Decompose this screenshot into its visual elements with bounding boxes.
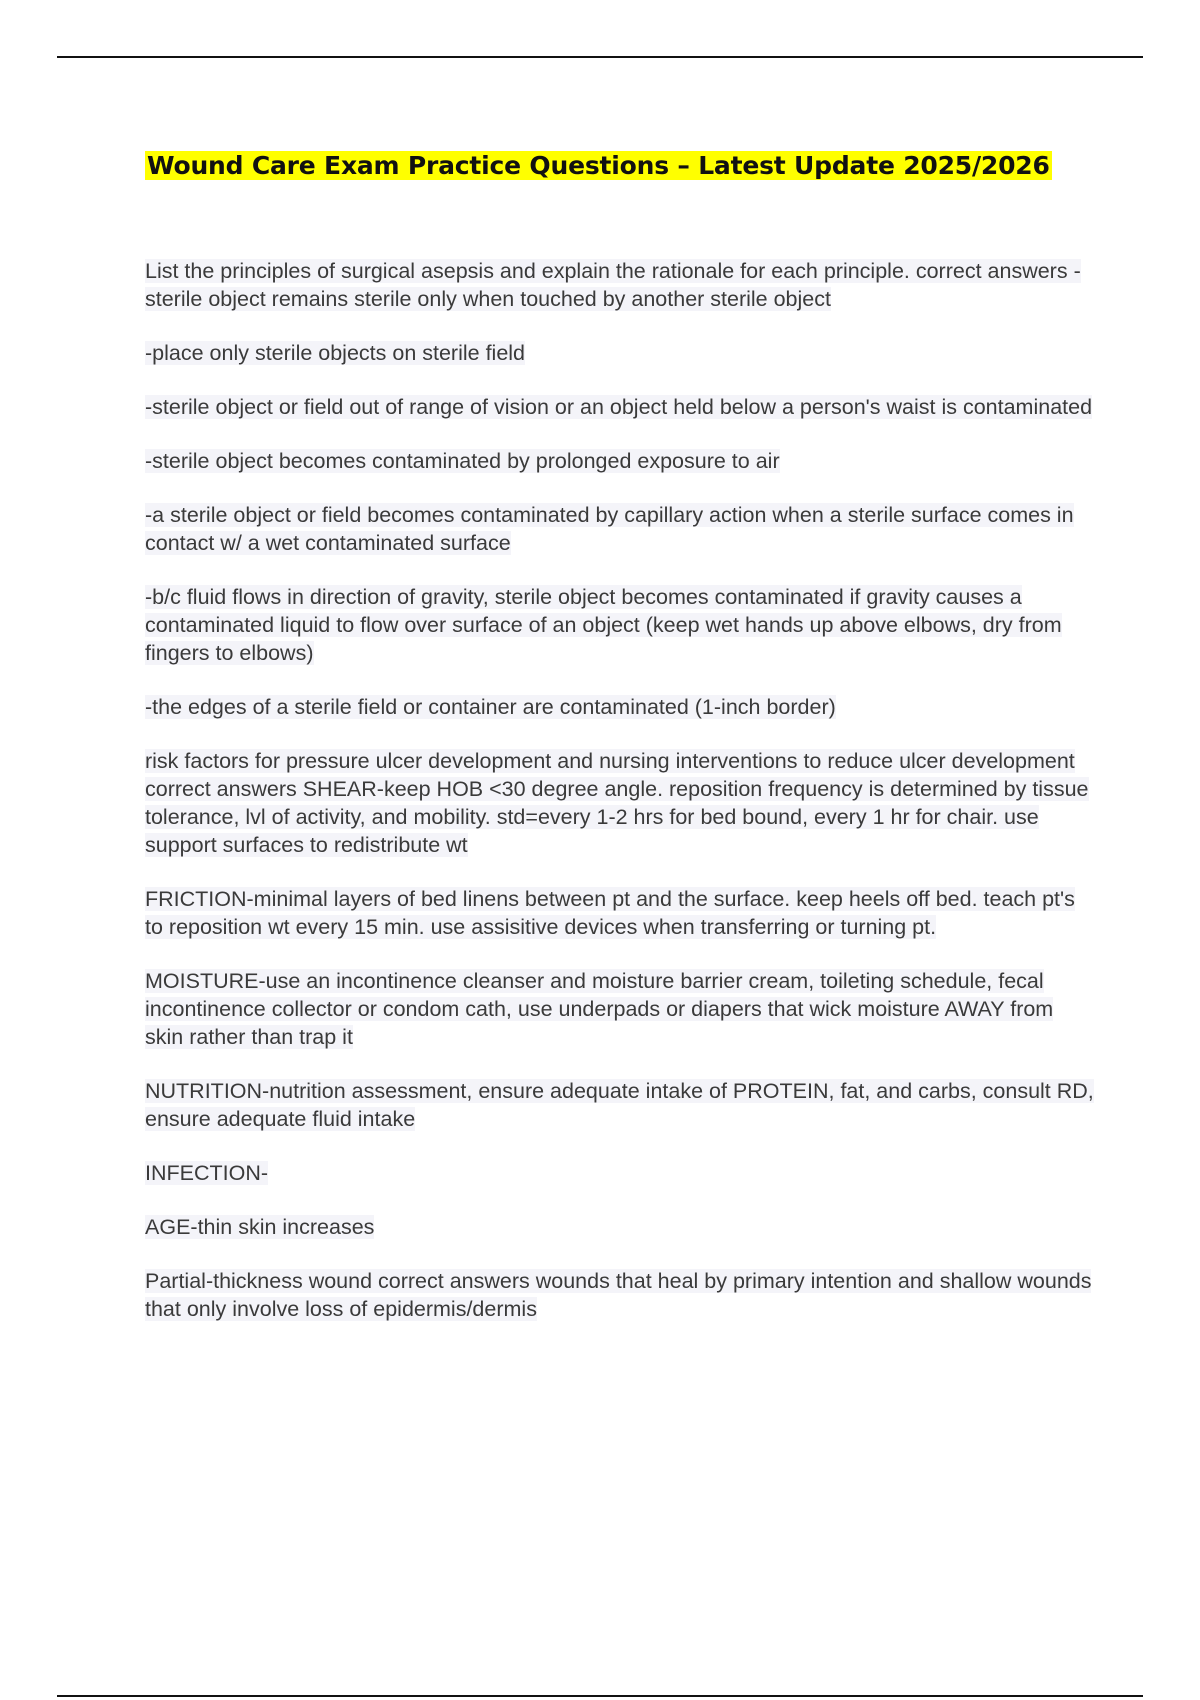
document-body — [145, 145, 1095, 1349]
paragraph-1: List the principles of surgical asepsis and explain the rationale for each principle. correct answers -sterile object remains sterile only when touched by another sterile object — [145, 259, 1081, 311]
paragraph-10: MOISTURE-use an incontinence cleanser and moisture barrier cream, toileting schedule, fecal incontinence collector or condom cath, use underpads or diapers that wick moisture AWAY from skin rather than trap it — [145, 969, 1054, 1049]
paragraph-13: AGE-thin skin increases — [145, 1215, 375, 1239]
paragraph-7: -the edges of a sterile field or container are contaminated (1-inch border) — [145, 695, 836, 719]
paragraph-3: -sterile object or field out of range of vision or an object held below a person's waist is contaminated — [145, 395, 1093, 419]
paragraph-14: Partial-thickness wound correct answers wounds that heal by primary intention and shallow wounds that only involve loss of epidermis/dermis — [145, 1269, 1092, 1321]
bottom-rule — [57, 1695, 1143, 1697]
paragraph-2: -place only sterile objects on sterile field — [145, 341, 526, 365]
document-title — [145, 145, 1095, 187]
paragraph-11: NUTRITION-nutrition assessment, ensure adequate intake of PROTEIN, fat, and carbs, consult RD, ensure adequate fluid intake — [145, 1079, 1094, 1131]
paragraph-6: -b/c fluid flows in direction of gravity, sterile object becomes contaminated if gravity causes a contaminated liquid to flow over surface of an object (keep wet hands up above elbows, dry from fingers to elbows) — [145, 585, 1062, 665]
paragraph-9: FRICTION-minimal layers of bed linens between pt and the surface. keep heels off bed. teach pt's to reposition wt every 15 min. use assisitive devices when transferring or turning pt. — [145, 887, 1075, 939]
paragraph-5: -a sterile object or field becomes contaminated by capillary action when a sterile surface comes in contact w/ a wet contaminated surface — [145, 503, 1074, 555]
title-text: Wound Care Exam Practice Questions – Latest Update 2025/2026 — [147, 151, 1050, 180]
paragraph-8: risk factors for pressure ulcer development and nursing interventions to reduce ulcer development correct answers SHEAR-keep HOB <30 degree angle. reposition frequency is determined by tissue tolerance, lvl of activity, and mobility. std=every 1-2 hrs for bed bound, every 1 hr for chair. use support surfaces to redistribute wt — [145, 749, 1089, 857]
paragraph-12: INFECTION- — [145, 1161, 269, 1185]
paragraph-4: -sterile object becomes contaminated by prolonged exposure to air — [145, 449, 780, 473]
paragraph-list — [145, 257, 1095, 1323]
top-rule — [57, 56, 1143, 58]
